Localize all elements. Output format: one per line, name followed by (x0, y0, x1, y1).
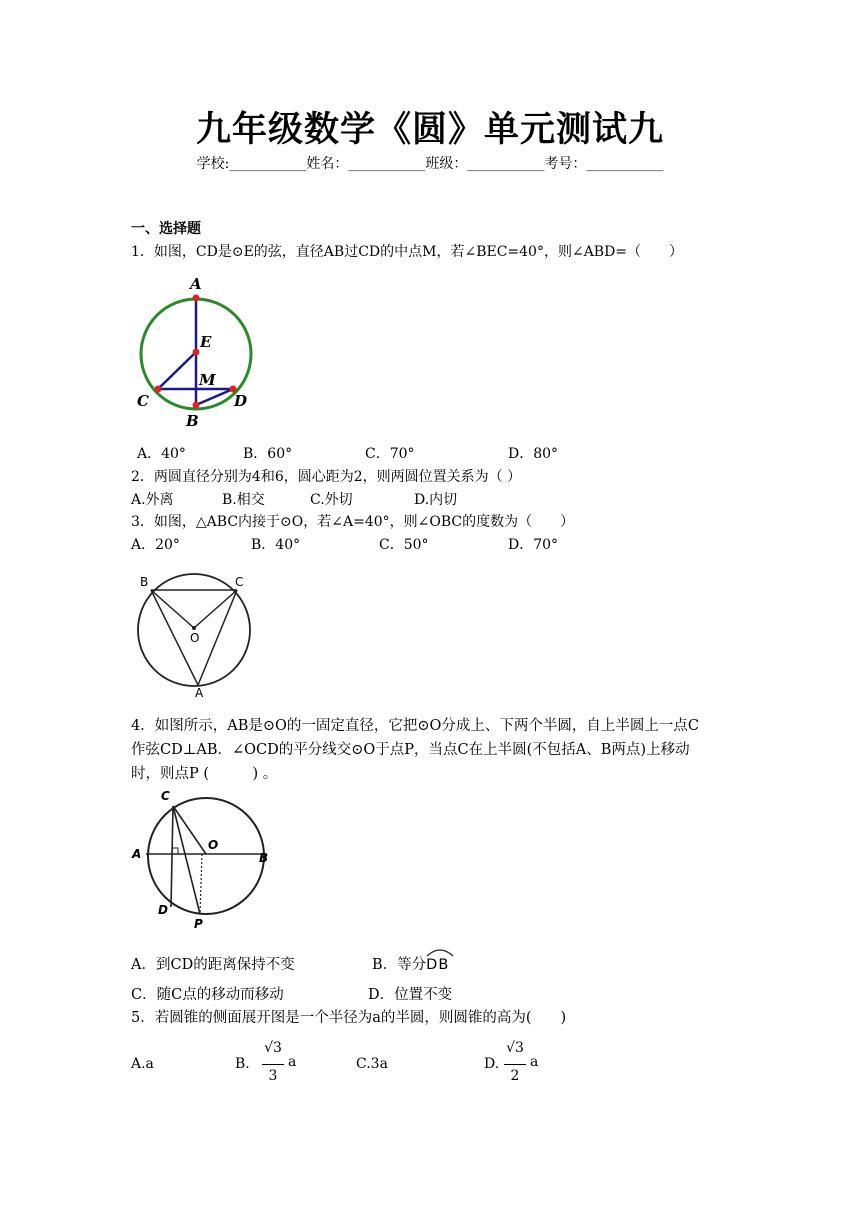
question-4-figure (128, 786, 278, 936)
fraction-denominator: 2 (510, 1068, 520, 1084)
student-info-line: 学校:___________姓名：___________班级：___________考号：___________ (196, 156, 664, 172)
arc-db (426, 955, 449, 975)
label-o: O (208, 838, 219, 852)
q4-option-b-label: B．等分 (372, 957, 427, 973)
label-d: D (158, 903, 168, 917)
question-3-stem: 3．如图，△ABC内接于⊙O，若∠A=40°，则∠OBC的度数为（ ） (131, 514, 575, 530)
section-heading: 一、选择题 (131, 221, 201, 237)
label-d: D (234, 392, 248, 410)
q5-option-a[interactable]: A.a (131, 1056, 154, 1072)
q1-option-a[interactable]: A．40° (137, 446, 186, 462)
q5-option-d-fraction (500, 1040, 540, 1092)
label-c: C (235, 575, 244, 589)
q3-option-a[interactable]: A．20° (131, 537, 180, 553)
label-b: B (259, 851, 269, 865)
page-title: 九年级数学《圆》单元测试九 (195, 110, 664, 150)
q4-option-b[interactable] (372, 955, 449, 975)
q3-option-b[interactable]: B．40° (251, 537, 301, 553)
label-p: P (194, 917, 203, 931)
label-c: C (161, 789, 170, 803)
q4-option-c[interactable]: C．随C点的移动而移动 (131, 987, 284, 1003)
label-a: A (195, 686, 204, 700)
fraction-denominator: 3 (268, 1068, 278, 1084)
question-2-stem: 2．两圆直径分别为4和6，圆心距为2，则两圆位置关系为（ ） (131, 469, 522, 485)
q2-option-c[interactable]: C.外切 (310, 492, 353, 508)
q2-option-a[interactable]: A.外离 (131, 492, 174, 508)
label-b: B (140, 575, 149, 589)
question-3-figure (132, 570, 272, 700)
fraction-variable: a (530, 1054, 539, 1070)
q5-option-b-fraction (258, 1040, 297, 1092)
q5-option-c[interactable]: C.3a (356, 1056, 388, 1072)
fraction-variable: a (288, 1054, 297, 1070)
q1-option-b[interactable]: B．60° (243, 446, 293, 462)
q2-option-d[interactable]: D.内切 (414, 492, 458, 508)
q4-option-a[interactable]: A．到CD的距离保持不变 (131, 957, 295, 973)
q1-option-c[interactable]: C．70° (365, 446, 415, 462)
arc-icon (426, 947, 454, 957)
label-a: A (190, 275, 202, 293)
question-4-stem-line-3: 时，则点P ( ) 。 (131, 766, 278, 782)
q1-option-d[interactable]: D．80° (508, 446, 559, 462)
question-5-stem: 5．若圆锥的侧面展开图是一个半径为a的半圆，则圆锥的高为( ) (131, 1010, 567, 1026)
question-4-stem-line-1: 4．如图所示，AB是⊙O的一固定直径，它把⊙O分成上、下两个半圆，自上半圆上一点C (131, 718, 700, 734)
fraction-bar (504, 1064, 526, 1065)
q5-option-d[interactable]: D. (484, 1056, 500, 1072)
question-1-figure (128, 270, 268, 430)
label-m: M (199, 371, 216, 389)
q3-option-d[interactable]: D．70° (508, 537, 559, 553)
q5-option-b[interactable]: B. (235, 1056, 250, 1072)
question-1-stem: 1．如图，CD是⊙E的弦，直径AB过CD的中点M，若∠BEC=40°，则∠ABD=（ ） (131, 244, 684, 260)
q4-option-d[interactable]: D．位置不变 (368, 987, 453, 1003)
label-b: B (186, 412, 199, 430)
question-4-stem-line-2: 作弦CD⊥AB．∠OCD的平分线交⊙O于点P，当点C在上半圆(不包括A、B两点)上移动 (131, 742, 690, 758)
arc-label: DB (426, 957, 450, 973)
fraction-numerator: √3 (506, 1040, 524, 1056)
label-e: E (200, 333, 212, 351)
fraction-bar (262, 1064, 284, 1065)
label-a: A (132, 847, 142, 861)
q2-option-b[interactable]: B.相交 (222, 492, 265, 508)
label-o: O (190, 631, 200, 645)
label-c: C (137, 392, 149, 410)
fraction-numerator: √3 (264, 1040, 282, 1056)
q3-option-c[interactable]: C．50° (379, 537, 429, 553)
